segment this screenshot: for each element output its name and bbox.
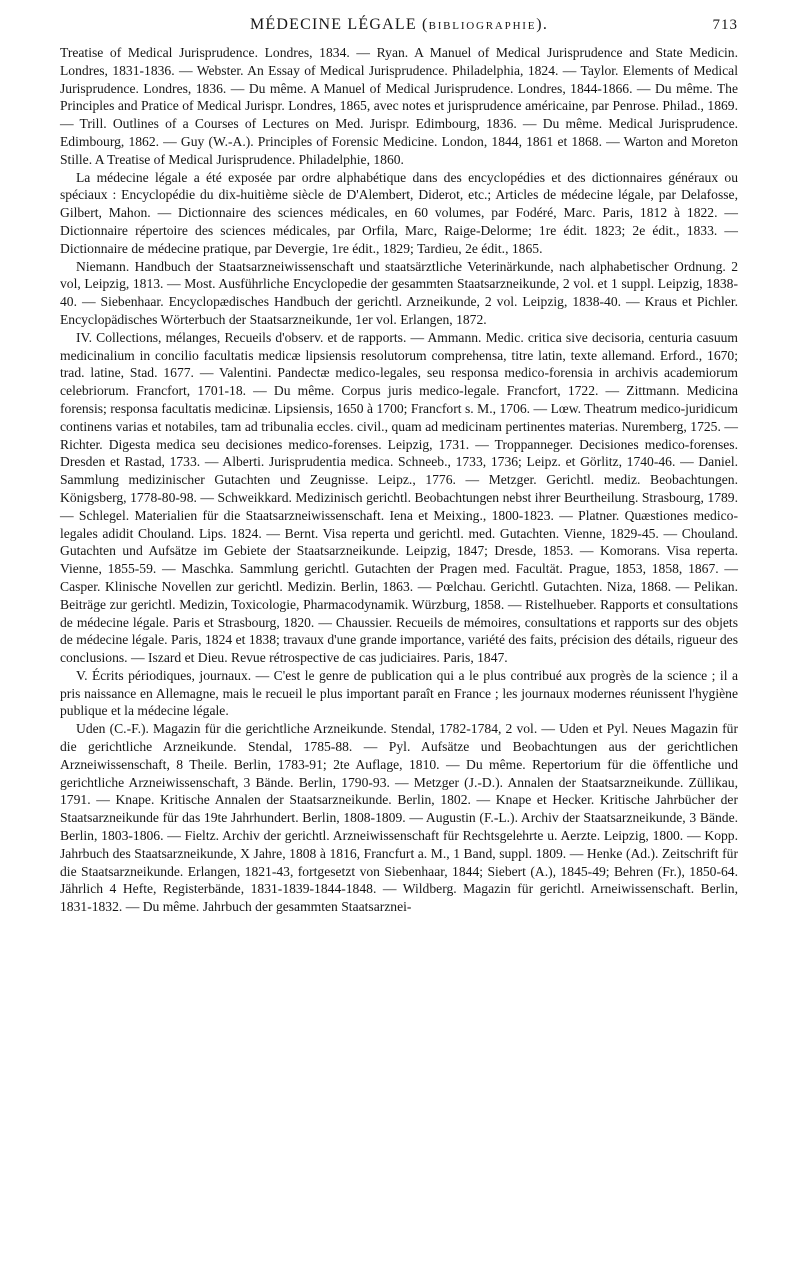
paragraph-5: V. Écrits périodiques, journaux. — C'est le genre de publication qui a le plus contribué aux progrès de la science ; il a pris naissance en Allemagne, mais le recueil le plus important paraît en France ; les journaux modernes réunissent l'hygiène publique et la médecine légale. <box>60 667 738 719</box>
paragraph-4: IV. Collections, mélanges, Recueils d'observ. et de rapports. — Ammann. Medic. critica sive decisoria, centuria casuum medicinalium in concilio facultatis medicæ lipsiensis resolutorum comprehensa, titre latin, texte allemand. Erford., 1670; trad. latine, Stad. 1677. — Valentini. Pandectæ medico-legales, seu responsa medico-forensia in archivis academiorum celebriorum. Francfort, 1701-18. — Du même. Corpus juris medico-legale. Francfort, 1722. — Zittmann. Medicina forensis; responsa facultatis medicinæ. Lipsiensis, 1650 à 1700; Francfort s. M., 1706. — Lœw. Theatrum medico-juridicum continens varias et notabiles, tam ad tribunalia eccles. civil., quam ad medicinam pertinentes materias. Nuremberg, 1725. — Richter. Digesta medica seu decisiones medico-forenses. Leipzig, 1731. — Troppanneger. Decisiones medico-forenses. Dresden et Rastad, 1733. — Alberti. Jurisprudentia medica. Schneeb., 1733, 1736; Leipz. et Görlitz, 1740-46. — Daniel. Sammlung medizinischer Gutachten und Zeugnisse. Leipz., 1776. — Metzger. Gerichtl. mediz. Beobachtungen. Königsberg, 1778-80-98. — Schweikkard. Medizinisch gerichtl. Beobachtungen nebst ihrer Beurtheilung. Strasbourg, 1789. — Schlegel. Materialien für die Staatsarzneiwissenschaft. Iena et Meixing., 1800-1823. — Platner. Quæstiones medico-legales adidit Chouland. Lips. 1824. — Bernt. Visa reperta und gerichtl. med. Gutachten. Vienne, 1829-45. — Chouland. Gutachten und Aufsätze im Gebiete der Staatsarzneikunde. Leipzig, 1847; Dresde, 1853. — Komorans. Visa reperta. Vienne, 1855-59. — Maschka. Sammlung gerichtl. Gutachten der Pragen med. Facultät. Prague, 1853, 1858, 1867. — Casper. Klinische Novellen zur gerichtl. Medizin. Berlin, 1863. — Pœlchau. Gerichtl. Gutachten. Niza, 1868. — Pelikan. Beiträge zur gerichtl. Medizin, Toxicologie, Pharmacodynamik. Würzburg, 1858. — Ristelhueber. Rapports et consultations de médecine légale. Paris et Strasbourg, 1820. — Chaussier. Recueils de mémoires, consultations et rapports sur des objets de médecine légale. Paris, 1824 et 1838; travaux d'une grande importance, variété des faits, précision des détails, rigueur des conclusions. — Iszard et Dieu. Revue rétrospective de cas judiciaires. Paris, 1847. <box>60 329 738 666</box>
page-number: 713 <box>712 17 738 33</box>
paragraph-1: Treatise of Medical Jurisprudence. Londres, 1834. — Ryan. A Manuel of Medical Jurisprudence and State Medicin. Londres, 1831-1836. — Webster. An Essay of Medical Jurisprudence. Philadelphia, 1824. — Taylor. Elements of Medical Jurisprudence. Londres, 1836. — Du même. A Manuel of Medical Jurisprudence. Londres, 1844-1866. — Du même. The Principles and Pratice of Medical Jurispr. Londres, 1865, avec notes et jurisprudence américaine, par Penrose. Philad., 1869. — Trill. Outlines of a Courses of Lectures on Med. Jurispr. Edimbourg, 1836. — Du même. Medical Jurisprudence. Edimbourg, 1862. — Guy (W.-A.). Principles of Forensic Medicine. London, 1844, 1861 et 1868. — Warton and Moreton Stille. A Treatise of Medical Jurisprudence. Philadelphie, 1860. <box>60 45 738 167</box>
running-title-main: MÉDECINE LÉGALE ( <box>249 16 429 33</box>
running-title-close: ). <box>536 16 549 33</box>
running-header <box>60 16 738 40</box>
paragraph-3: Niemann. Handbuch der Staatsarzneiwissenschaft und staatsärztliche Veterinärkunde, nach alphabetischer Ordnung. 2 vol, Leipzig, 1813. — Most. Ausführliche Encyclopedie der gesammten Staatsarzneikunde, 2 vol. et 1 suppl. Leipzig, 1838-40. — Siebenhaar. Encyclopædisches Handbuch der gerichtl. Arzneikunde, 2 vol. Leipzig, 1838-40. — Kraus et Pichler. Encyclopädisches Wörterbuch der Staatsarzneikunde, 1er vol. Erlangen, 1872. <box>60 258 738 327</box>
paragraph-6: Uden (C.-F.). Magazin für die gerichtliche Arzneikunde. Stendal, 1782-1784, 2 vol. — Uden et Pyl. Neues Magazin für die gerichtliche Arzneikunde. Stendal, 1785-88. — Pyl. Aufsätze und Beobachtungen aus der gerichtlichen Arzneiwissenschaft, 8 Theile. Berlin, 1783-91; 2te Auflage, 1810. — Du même. Repertorium für die öffentliche und gerichtliche Arzneiwissenschaft, 3 Bände. Berlin, 1790-93. — Metzger (J.-D.). Annalen der Staatsarzneikunde. Züllikau, 1791. — Knape. Kritische Annalen der Staatsarzneikunde. Berlin, 1802. — Knape et Hecker. Kritische Jahrbücher der Staatsarzneikunde für das 19te Jahrhundert. Berlin, 1808-1809. — Augustin (F.-L.). Archiv der Staatsarzneikunde, 3 Bände. Berlin, 1803-1806. — Fieltz. Archiv der gerichtl. Arzneiwissenschaft für Rechtsgelehrte u. Aerzte. Leipzig, 1800. — Kopp. Jahrbuch des Staatsarzneikunde, X Jahre, 1808 à 1816, Francfurt a. M., 1 Band, suppl. 1809. — Henke (Ad.). Zeitschrift für die Staatsarzneikunde. Erlangen, 1821-43, fortgesetzt von Siebenhaar, 1844; Siebert (A.), 1845-49; Behren (Fr.), 1850-64. Jährlich 4 Hefte, Registerbände, 1831-1839-1844-1848. — Wildberg. Magazin für gerichtl. Arneiwissenschaft. Berlin, 1831-1832. — Du même. Jahrbuch der gesammten Staatsarznei- <box>60 721 738 915</box>
running-title <box>60 16 738 34</box>
running-title-sub: BIBLIOGRAPHIE <box>428 20 537 32</box>
paragraph-2: La médecine légale a été exposée par ordre alphabétique dans des encyclopédies et des dictionnaires généraux ou spéciaux : Encyclopédie du dix-huitième siècle de D'Alembert, Diderot, etc.; Articles de médecine légale, par Delafosse, Gilbert, Mahon. — Dictionnaire des sciences médicales, en 60 volumes, par Fodéré, Marc. Paris, 1812 à 1822. — Dictionnaire répertoire des sciences médicales, par Orfila, Marc, Raige-Delorme; 1re édit. 1823; 2e édit., 1833. — Dictionnaire de médecine pratique, par Devergie, 1re édit., 1829; Tardieu, 2e édit., 1865. <box>60 169 738 256</box>
body-text <box>60 44 738 916</box>
